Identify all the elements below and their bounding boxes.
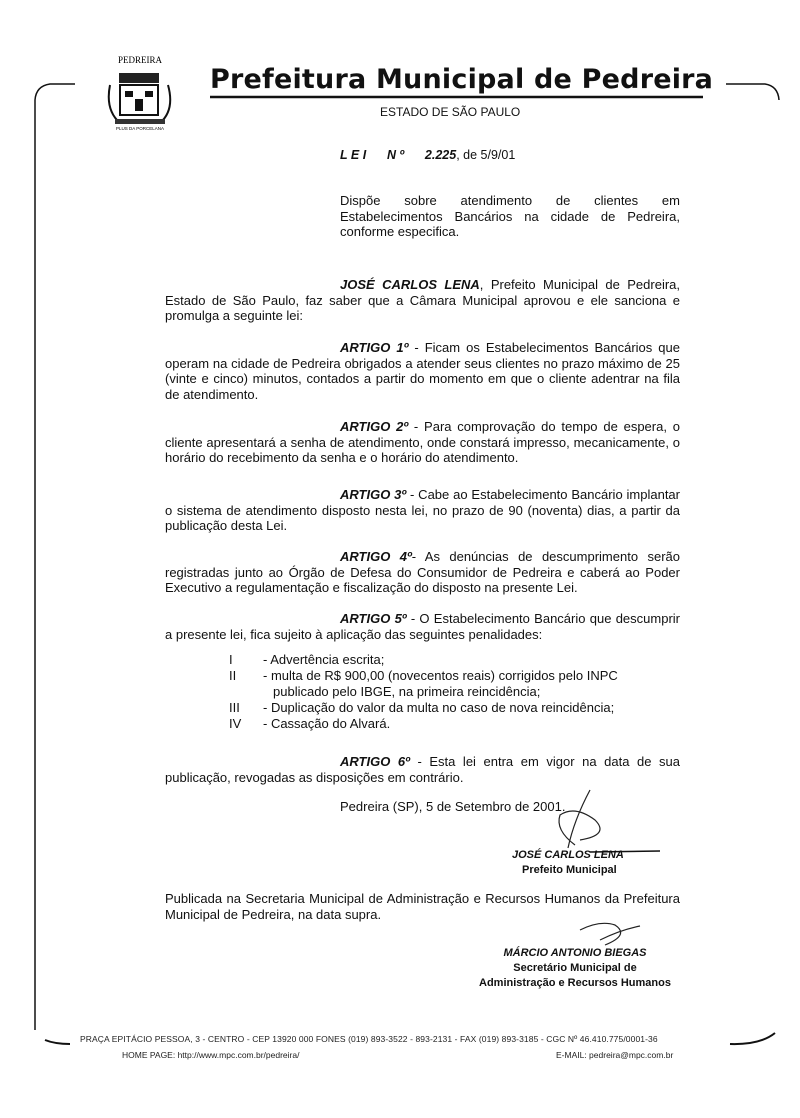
state-subtitle: ESTADO DE SÃO PAULO	[380, 105, 521, 119]
article-1: ARTIGO 1º - Ficam os Estabelecimentos Bancários que operam na cidade de Pedreira obrigados a atender seus clientes no prazo máximo de 25 (vinte e cinco) minutos, contados a partir do momento em que o cliente adentrar na fila de atendimento.	[165, 340, 680, 402]
article-5: ARTIGO 5º - O Estabelecimento Bancário que descumprir a presente lei, fica sujeito à aplicação das seguintes penalidades:	[165, 611, 680, 642]
article-6: ARTIGO 6º - Esta lei entra em vigor na data de sua publicação, revogadas as disposições em contrário.	[165, 754, 680, 785]
ementa: Dispõe sobre atendimento de clientes em Estabelecimentos Bancários na cidade de Pedreira, conforme especifica.	[340, 193, 680, 239]
signatory-2-name: MÁRCIO ANTONIO BIEGAS	[503, 947, 647, 959]
signatory-2	[465, 946, 685, 991]
article-4: ARTIGO 4º- As denúncias de descumprimento serão registradas junto ao Órgão de Defesa do Consumidor de Pedreira e caberá ao Poder Executivo a regulamentação e fiscalização do disposto na presente Lei.	[165, 549, 680, 595]
signatory-2-dept: Administração e Recursos Humanos	[479, 977, 671, 989]
signature-2	[580, 923, 640, 945]
article-2: ARTIGO 2º - Para comprovação do tempo de espera, o cliente apresentará a senha de atendimento, onde constará impresso, mecanicamente, o horário do recebimento da senha e o horário do atendimento.	[165, 419, 680, 465]
publication-note: Publicada na Secretaria Municipal de Administração e Recursos Humanos da Prefeitura Municipal de Pedreira, na data supra.	[165, 891, 680, 922]
svg-text:PEDREIRA: PEDREIRA	[117, 55, 163, 65]
preamble: JOSÉ CARLOS LENA, Prefeito Municipal de Pedreira, Estado de São Paulo, faz saber que a Câmara Municipal aprovou e ele sanciona e promulga a seguinte lei:	[165, 277, 680, 323]
svg-text:PLUS DA PORCELANA: PLUS DA PORCELANA	[115, 126, 165, 131]
document-page: PEDREIRA PLUS DA PORCELANA Prefeitura Municipal de Pedreira ESTADO DE SÃO PAULO L E I N º 2.225, de 5/9/01 Dispõe sobre atendimento de clientes em Estabelecimentos Bancários na cidade de Pedreira, conforme especifica. JOSÉ CARLOS LENA, Prefeito Municipal de Pedreira, Estado de São Paulo, faz saber que a Câmara Municipal aprovou e ele sanciona e promulga a seguinte lei: ARTIGO 1º - Ficam os Estabelecimentos Bancários que operam na cidade de Pedreira obrigados a atender seus clientes no prazo máximo de 25 (vinte e cinco) minutos, contados a partir do momento em que o cliente adentrar na fila de atendimento. ARTIGO 2º - Para comprovação do tempo de espera, o cliente apresentará a senha de atendimento, onde constará impresso, mecanicamente, o horário do recebimento da senha e o horário do atendimento. ARTIGO 3º - Cabe ao Estabelecimento Bancário implantar o sistema de atendimento disposto nesta lei, no prazo de 90 (noventa) dias, a partir da publicação desta Lei. ARTIGO 4º- As denúncias de descumprimento serão registradas junto ao Órgão de Defesa do Consumidor de Pedreira e caberá ao Poder Executivo a regulamentação e fiscalização do disposto na presente Lei. ARTIGO 5º - O Estabelecimento Bancário que descumprir a presente lei, fica sujeito à aplicação das seguintes penalidades: I - Advertência escrita; II - multa de R$ 900,00 (novecentos reais) corrigidos pelo INPC publicado pelo IBGE, na primeira reincidência; III - Duplicação do valor da multa no caso de nova reincidência; IV - Cassação do Alvará. ARTIGO 6º - Esta lei entra em vigor na data de sua publicação, revogadas as disposições em contrário. Pedreira (SP), 5 de Setembro de 2001. JOSÉ CARLOS LENA Prefeito Municipal Publicada na Secretaria Municipal de Administração e Recursos Humanos da Prefeitura Municipal de Pedreira, na data supra. MÁRCIO ANTONIO BIEGAS Secretário Municipal de Administração e Recursos Humanos PRAÇA EPITÁCIO PESSOA, 3 - CENTRO - CEP 13920 000 FONES (019) 893-3522 - 893-2131 - FAX (019) 893-3185 - CGC Nº 46.410.775/0001-36 HOME PAGE: http://www.mpc.com.br/pedreira/ E-MAIL: pedreira@mpc.com.br	[0, 0, 800, 1118]
coat-of-arms-logo	[105, 15, 175, 133]
footer-email: E-MAIL: pedreira@mpc.com.br	[556, 1050, 674, 1060]
footer-homepage: HOME PAGE: http://www.mpc.com.br/pedreira/	[122, 1050, 300, 1060]
signatory-1-name: JOSÉ CARLOS LENA	[512, 849, 624, 861]
article-3: ARTIGO 3º - Cabe ao Estabelecimento Bancário implantar o sistema de atendimento disposto nesta lei, no prazo de 90 (noventa) dias, a partir da publicação desta Lei.	[165, 487, 680, 533]
signatory-1-role: Prefeito Municipal	[522, 864, 617, 876]
place-date: Pedreira (SP), 5 de Setembro de 2001.	[340, 799, 566, 814]
page-title: Prefeitura Municipal de Pedreira	[210, 64, 714, 95]
footer-address: PRAÇA EPITÁCIO PESSOA, 3 - CENTRO - CEP 13920 000 FONES (019) 893-3522 - 893-2131 - FAX (019) 893-3185 - CGC Nº 46.410.775/0001-36	[80, 1034, 658, 1044]
law-number: L E I N º 2.225, de 5/9/01	[340, 148, 516, 162]
signatory-2-role: Secretário Municipal de	[513, 962, 637, 974]
